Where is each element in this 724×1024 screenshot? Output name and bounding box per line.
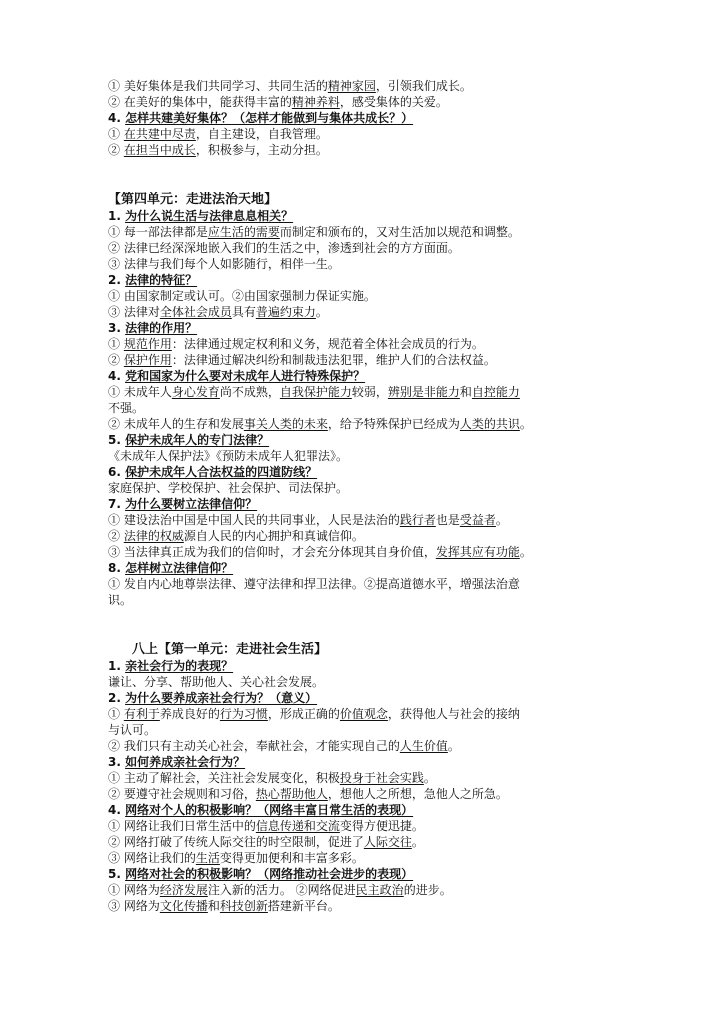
text-run: ① 主动了解社会，关注社会发展变化，积极 [108,771,340,785]
text-run: 3. [108,321,126,335]
question-heading [108,464,618,480]
text-line [108,78,618,94]
text-line [108,512,618,528]
text-run: 。 [315,305,328,319]
text-run: ① [108,337,124,351]
text-run: ，自主建设，自我管理。 [195,127,328,141]
question-heading [108,866,618,882]
underlined-term: 如何养成亲社会行为？ [125,755,246,769]
text-run: 识。 [108,593,133,607]
text-run: 尚不成熟， [219,385,280,399]
question-heading [108,560,618,576]
text-run: ② 要遵守社会规则和习俗， [108,787,256,801]
text-run: ① 每一部法律都是 [108,225,208,239]
text-run: ① 由国家制定或认可。②由国家强制力保证实施。 [108,289,376,303]
text-run: 。 [519,545,532,559]
question-heading [108,658,618,674]
underlined-term: 文化传播 [159,899,208,913]
underlined-term: 怎样共建美好集体？（怎样才能做到与集体共成长？） [125,111,414,125]
text-run: ② 我们只有主动关心社会，奉献社会，才能实现自己的 [108,739,400,753]
underlined-term: 身心发育 [171,385,220,399]
text-run: 8. [108,561,126,575]
text-line [108,818,618,834]
question-heading [108,368,618,384]
question-heading [108,496,618,512]
text-run: ，感受集体的关爱。 [339,95,448,109]
text-run: ，积极参与，主动分担。 [195,143,328,157]
text-run: ① 网络为 [108,883,160,897]
text-line [108,94,618,110]
underlined-term: 法律的作用？ [125,321,198,335]
underlined-term: 法律的权威 [123,529,184,543]
underlined-term: 保护作用 [123,353,172,367]
underlined-term: 为什么要养成亲社会行为？（意义） [125,691,318,705]
underlined-term: 有利于 [123,707,160,721]
text-line [108,240,618,256]
text-line [108,834,618,850]
text-run: ，引领我们成长。 [375,79,472,93]
text-line [108,528,618,544]
underlined-term: 自我保护能力 [279,385,352,399]
text-line [108,674,618,690]
section-heading [132,642,642,658]
text-line [108,336,618,352]
text-run: 5. [108,867,126,881]
text-run: 4. [108,111,126,125]
text-run: ③ 法律与我们每个人如影随行，相伴一生。 [108,257,340,271]
text-run: ② 未成年人的生存和发展 [108,417,244,431]
text-run: 3. [108,755,126,769]
underlined-term: 规范作用 [123,337,172,351]
text-run: ，形成正确的 [267,707,340,721]
question-heading [108,208,618,224]
underlined-term: 为什么要树立法律信仰？ [125,497,258,511]
underlined-term: 经济发展 [159,883,208,897]
underlined-term: 保护未成年人的专门法律？ [125,433,270,447]
text-run: ① 美好集体是我们共同学习、共同生活的 [108,79,328,93]
text-run: 和 [459,385,472,399]
text-line [108,384,618,400]
text-run: 。 [423,771,436,785]
text-run: 和 [207,899,220,913]
text-run: ② [108,529,124,543]
text-run: ② 网络打破了传统人际交往的时空限制，促进了 [108,835,364,849]
underlined-term: 人际交往 [363,835,412,849]
text-run: 2. [108,691,126,705]
text-line [108,224,618,240]
text-run: ① [108,127,124,141]
question-heading [108,272,618,288]
text-run: ② 在美好的集体中，能获得丰富的 [108,95,292,109]
text-line [108,142,618,158]
text-run: 也是 [435,513,460,527]
underlined-term: 行为习惯 [219,707,268,721]
question-heading [108,802,618,818]
text-run: 4. [108,369,126,383]
text-line [108,400,618,416]
text-line [108,288,618,304]
text-run: 。 [447,739,460,753]
underlined-term: 发挥其应有功能 [435,545,520,559]
underlined-term: 辨别是非能力 [387,385,460,399]
text-run: ，给予特殊保护已经成为 [327,417,460,431]
text-run: ② 法律已经深深地嵌入我们的生活之中，渗透到社会的方方面面。 [108,241,460,255]
question-heading [108,110,618,126]
question-heading [108,432,618,448]
underlined-term: 网络对个人的积极影响？（网络丰富日常生活的表现） [125,803,414,817]
text-line [108,850,618,866]
text-line [108,706,618,722]
text-run: 。 [519,417,532,431]
text-run: 变得方便迅捷。 [339,819,424,833]
text-line [108,770,618,786]
text-line [108,592,618,608]
text-line [108,256,618,272]
text-run: ① [108,707,124,721]
text-run: 4. [108,803,126,817]
text-run: ③ 网络为 [108,899,160,913]
text-run: 7. [108,497,126,511]
text-line [108,352,618,368]
underlined-term: 人类的共识 [459,417,520,431]
underlined-term: 全体社会成员 [159,305,232,319]
text-line [108,898,618,914]
underlined-term: 亲社会行为的表现？ [125,659,234,673]
question-heading [108,320,618,336]
text-run: 较弱， [351,385,388,399]
text-run: ① 网络让我们日常生活中的 [108,819,256,833]
text-run: 5. [108,433,126,447]
underlined-term: 法律的特征？ [125,273,198,287]
text-run: 而制定和颁布的，又对生活加以规范和调整。 [279,225,520,239]
text-line [108,882,618,898]
underlined-term: 精神养料 [291,95,340,109]
text-run: ：法律通过解决纠纷和制裁违法犯罪，维护人们的合法权益。 [171,353,496,367]
text-line [108,448,618,464]
underlined-term: 网络对社会的积极影响？（网络推动社会进步的表现） [125,867,414,881]
text-run: ① 发自内心地尊崇法律、遵守法律和捍卫法律。②提高道德水平，增强法治意 [108,577,520,591]
underlined-term: 信息传递和交流 [255,819,340,833]
text-run: 搭建新平台。 [267,899,340,913]
text-line [108,738,618,754]
text-run: 与认可。 [108,723,157,737]
underlined-term: 生活 [195,851,220,865]
text-run: ① 未成年人 [108,385,172,399]
underlined-term: 民主政治 [355,883,404,897]
text-run: ，想他人之所想，急他人之所急。 [327,787,508,801]
text-line [108,576,618,592]
underlined-term: 投身于社会实践 [339,771,424,785]
text-line [108,304,618,320]
text-line [108,722,618,738]
text-run: 。 [495,513,508,527]
text-run: 【第四单元：走进法治天地】 [108,192,278,207]
question-heading [108,690,618,706]
text-run: ，获得他人与社会的接纳 [387,707,520,721]
text-run: 谦让、分享、帮助他人、关心社会发展。 [108,675,325,689]
text-run: 具有 [231,305,256,319]
underlined-term: 热心帮助他人 [255,787,328,801]
text-run: 6. [108,465,126,479]
underlined-term: 精神家园 [327,79,376,93]
text-run: 的进步。 [403,883,452,897]
text-line [108,416,618,432]
text-run: 不强。 [108,401,145,415]
text-run: ：法律通过规定权利和义务，规范着全体社会成员的行为。 [171,337,484,351]
underlined-term: 在共建中尽责 [123,127,196,141]
text-run: 2. [108,273,126,287]
text-run: 。 [411,835,424,849]
text-run: 注入新的活力。 ②网络促进 [207,883,356,897]
underlined-term: 科技创新 [219,899,268,913]
underlined-term: 价值观念 [339,707,388,721]
text-run: ① 建设法治中国是中国人民的共同事业，人民是法治的 [108,513,400,527]
text-run: 1. [108,209,126,223]
text-run: 《未成年人保护法》《预防未成年人犯罪法》。 [108,449,349,463]
text-run: ② [108,353,124,367]
text-run: 1. [108,659,126,673]
underlined-term: 受益者 [459,513,496,527]
underlined-term: 保护未成年人合法权益的四道防线？ [125,465,318,479]
section-heading [108,192,618,208]
text-run: 家庭保护、学校保护、社会保护、司法保护。 [108,481,349,495]
text-line [108,786,618,802]
text-line [108,544,618,560]
text-run: 源自人民的内心拥护和真诚信仰。 [183,529,364,543]
text-run: ③ 法律对 [108,305,160,319]
underlined-term: 普遍约束力 [255,305,316,319]
underlined-term: 自控能力 [471,385,520,399]
text-line [108,126,618,142]
underlined-term: 为什么说生活与法律息息相关？ [125,209,294,223]
text-run: 养成良好的 [159,707,220,721]
underlined-term: 践行者 [399,513,436,527]
text-line [108,480,618,496]
underlined-term: 事关人类的未来 [243,417,328,431]
text-run: ② [108,143,124,157]
underlined-term: 党和国家为什么要对未成年人进行特殊保护？ [125,369,366,383]
underlined-term: 应生活的需要 [207,225,280,239]
underlined-term: 怎样树立法律信仰？ [125,561,234,575]
underlined-term: 在担当中成长 [123,143,196,157]
question-heading [108,754,618,770]
text-run: ③ 当法律真正成为我们的信仰时，才会充分体现其自身价值， [108,545,436,559]
text-run: 八上【第一单元：走进社会生活】 [132,642,328,657]
text-run: 变得更加便利和丰富多彩。 [219,851,364,865]
text-run: ③ 网络让我们的 [108,851,196,865]
underlined-term: 人生价值 [399,739,448,753]
